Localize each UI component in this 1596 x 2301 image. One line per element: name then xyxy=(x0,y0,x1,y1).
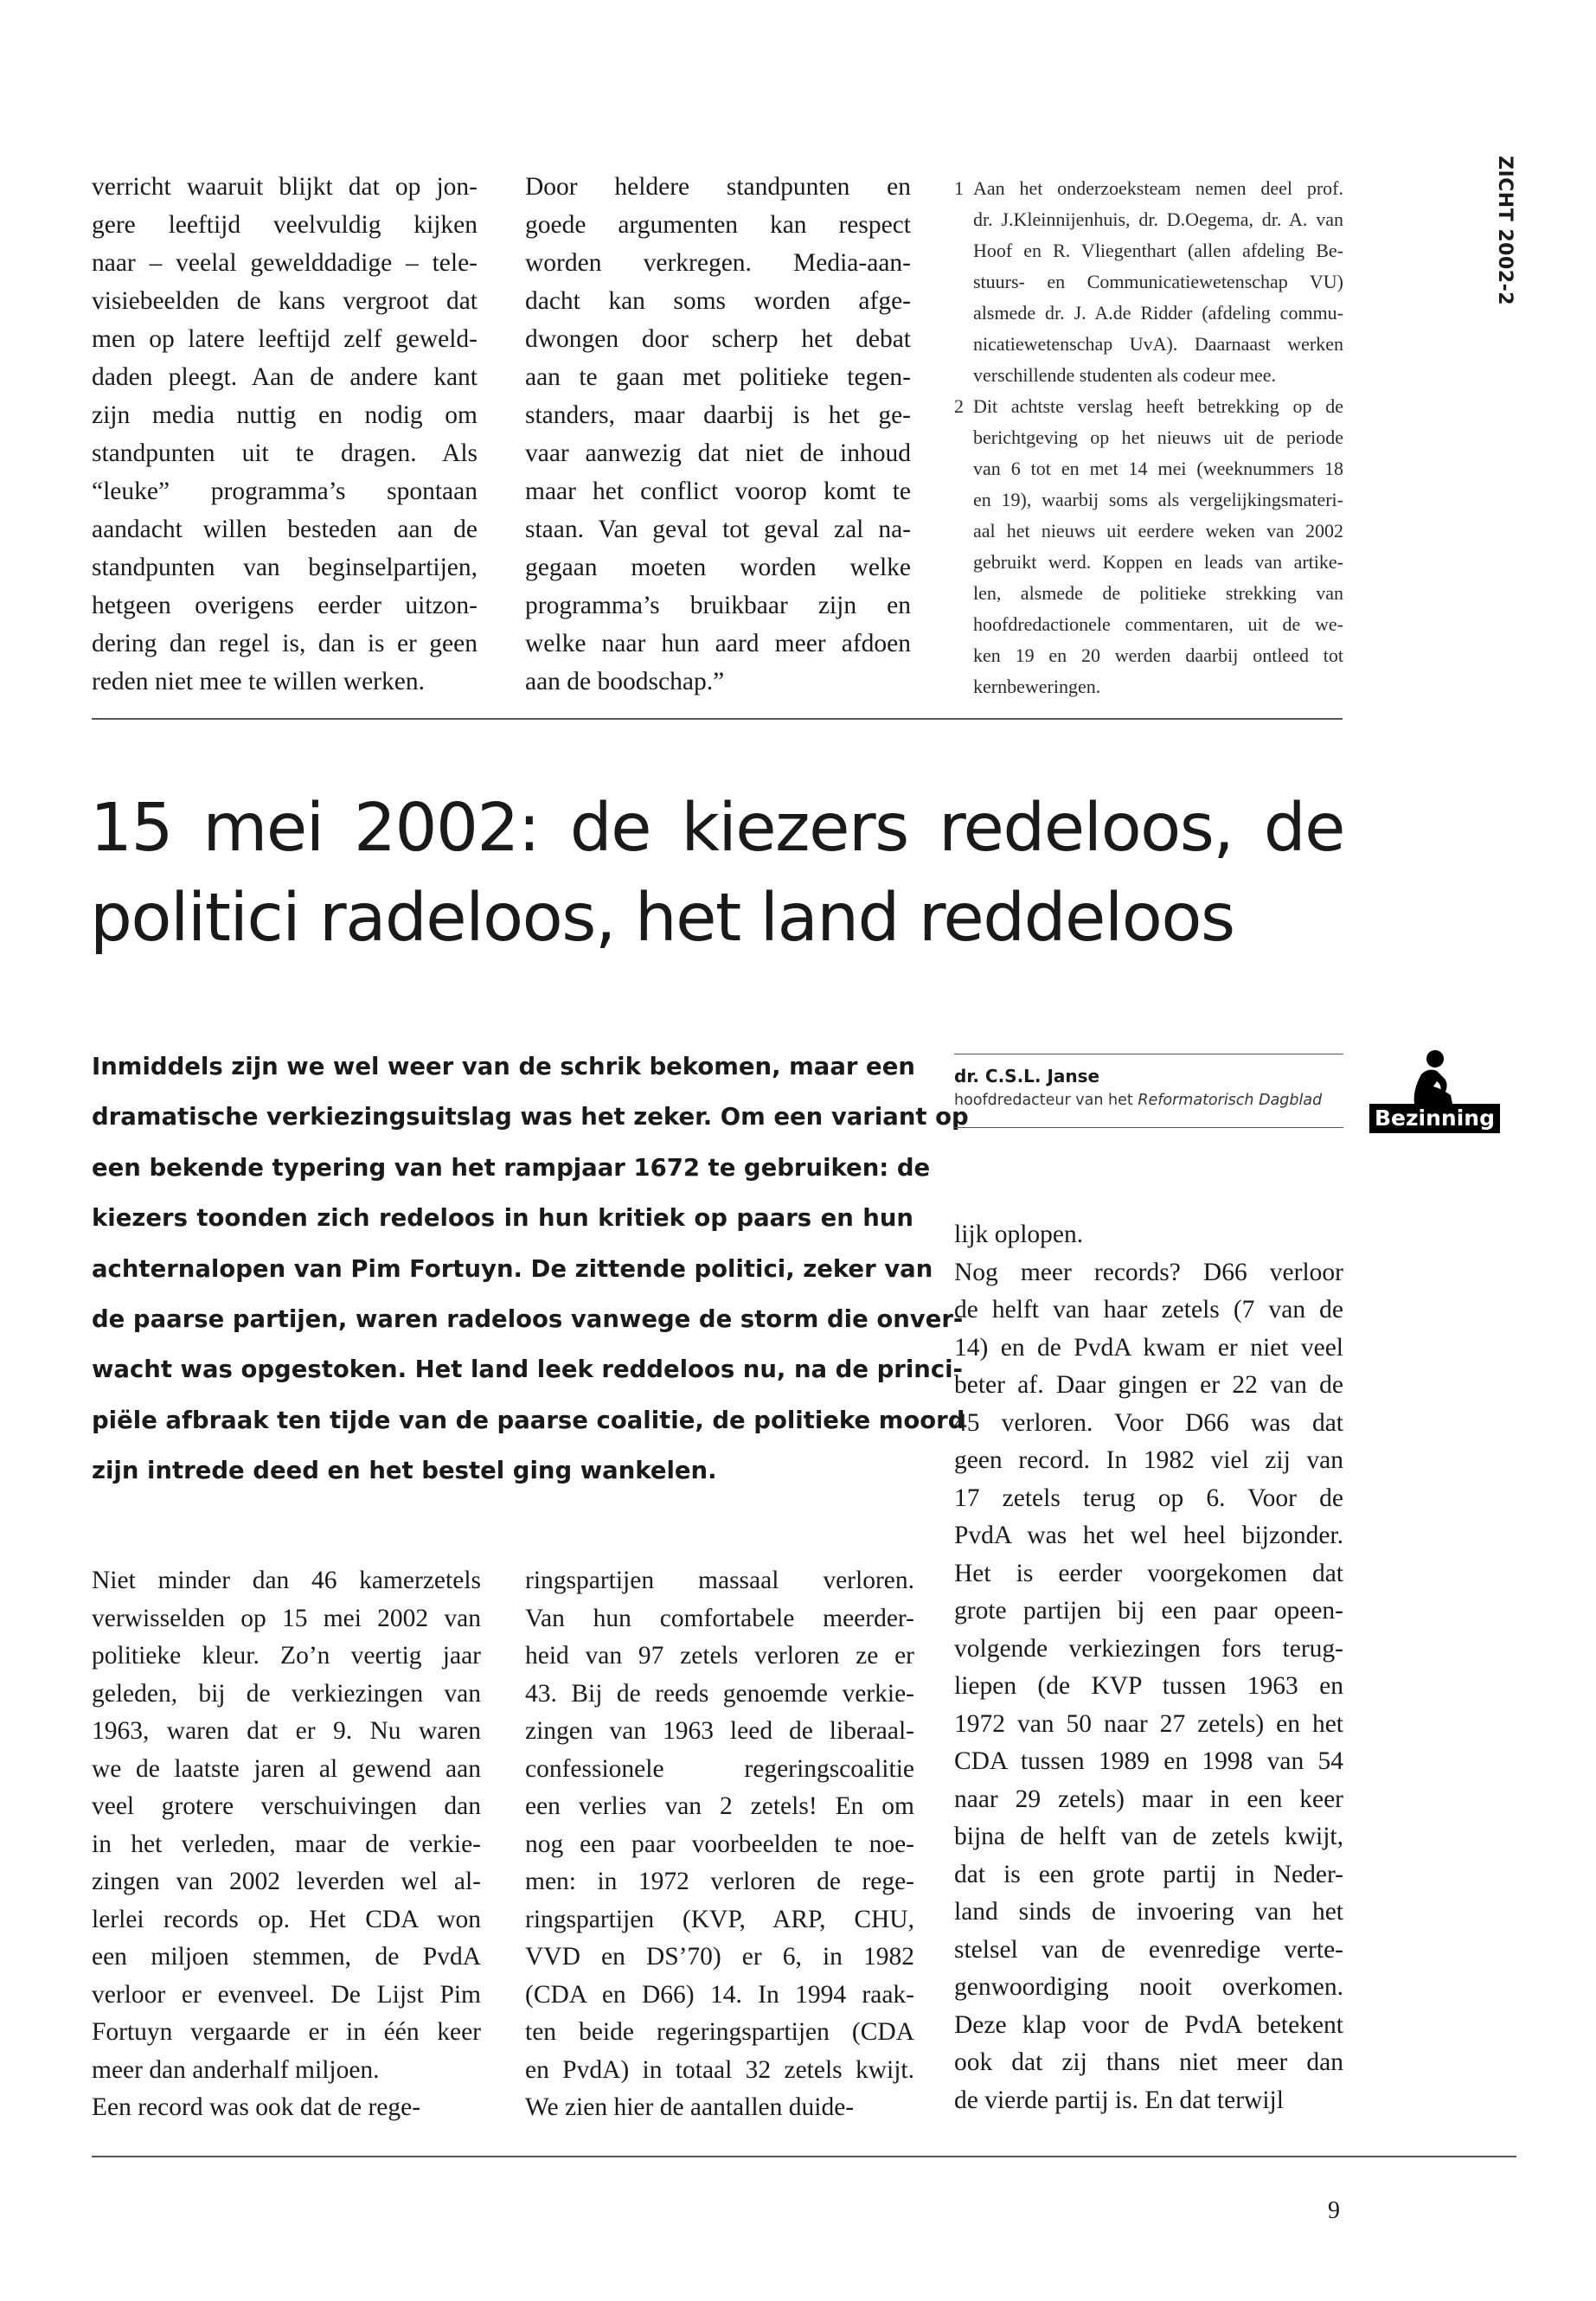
text-line: men: in 1972 verloren de rege- xyxy=(525,1868,914,1895)
text-line: lerlei records op. Het CDA won xyxy=(92,1905,481,1933)
text-line: de helft van haar zetels (7 van de xyxy=(954,1296,1343,1324)
text-line: Aan het onderzoeksteam nemen deel prof. xyxy=(973,177,1343,199)
text-line: staan. Van geval tot geval zal na- xyxy=(525,516,911,543)
text-line: verschillende studenten als codeur mee. xyxy=(973,364,1277,386)
text-line: een miljoen stemmen, de PvdA xyxy=(92,1943,481,1971)
text-line: confessionele regeringscoalitie xyxy=(525,1754,914,1783)
text-line: zingen van 2002 leverden wel al- xyxy=(92,1868,481,1895)
text-line: aan de boodschap.” xyxy=(525,668,725,695)
text-line: gebruikt werd. Koppen en leads van artike- xyxy=(973,551,1343,573)
text-line: reden niet mee te willen werken. xyxy=(92,668,425,695)
text-line: 17 zetels terug op 6. Voor de xyxy=(954,1484,1343,1512)
text-line: Dit achtste verslag heeft betrekking op de xyxy=(973,395,1343,417)
body-column-3 xyxy=(954,1216,1343,2119)
text-line: nog een paar voorbeelden te noe- xyxy=(525,1830,914,1858)
text-line: ten beide regeringspartijen (CDA xyxy=(525,2018,914,2046)
text-line: een verlies van 2 zetels! En om xyxy=(525,1792,914,1820)
footnotes xyxy=(954,173,1343,702)
text-line: dacht kan soms worden afge- xyxy=(525,287,911,315)
text-line: gegaan moeten worden welke xyxy=(525,554,911,581)
text-line: in het verleden, maar de verkie- xyxy=(92,1830,481,1858)
body-column-1 xyxy=(92,1562,481,2127)
text-line: dr. J.Kleinnijenhuis, dr. D.Oegema, dr. A. van xyxy=(973,208,1343,230)
body-column-2 xyxy=(525,1562,914,2127)
section-tag: Bezinning xyxy=(1369,1104,1500,1133)
text-line: van 6 tot en met 14 mei (weeknummers 18 xyxy=(973,458,1343,479)
text-line: hetgeen overigens eerder uitzon- xyxy=(92,592,478,619)
text-line: stuurs- en Communicatiewetenschap VU) xyxy=(973,271,1343,292)
text-line: lijk oplopen. xyxy=(954,1221,1084,1248)
thinker-icon xyxy=(1402,1048,1471,1106)
text-line: CDA tussen 1989 en 1998 van 54 xyxy=(954,1747,1343,1775)
text-line: nicatiewetenschap UvA). Daarnaast werken xyxy=(973,333,1343,355)
text-line: Een record was ook dat de rege- xyxy=(92,2093,421,2121)
text-line: hoofdredactionele commentaren, uit de we- xyxy=(973,613,1343,635)
text-line: kernbeweringen. xyxy=(973,676,1101,697)
text-line: meer dan anderhalf miljoen. xyxy=(92,2055,380,2084)
text-line: een bekende typering van het rampjaar 1672 te gebruiken: de xyxy=(92,1153,931,1182)
text-line: kiezers toonden zich redeloos in hun kritiek op paars en hun xyxy=(92,1204,913,1233)
text-line: “leuke” programma’s spontaan xyxy=(92,478,478,505)
author-role-prefix: hoofdredacteur van het xyxy=(954,1092,1138,1109)
text-line: dering dan regel is, dan is er geen xyxy=(92,630,478,657)
text-line: programma’s bruikbaar zijn en xyxy=(525,592,911,619)
author-role xyxy=(954,1092,1343,1109)
text-line: de vierde partij is. En dat terwijl xyxy=(954,2086,1284,2114)
author-block xyxy=(954,1066,1343,1109)
text-line: worden verkregen. Media-aan- xyxy=(525,249,911,277)
text-line: piële afbraak ten tijde van de paarse coalitie, de politieke moord xyxy=(92,1406,965,1434)
text-line: 14) en de PvdA kwam er niet veel xyxy=(954,1333,1343,1362)
text-line: geen record. In 1982 viel zij van xyxy=(954,1446,1343,1474)
text-line: ringspartijen (KVP, ARP, CHU, xyxy=(525,1905,914,1933)
text-line: Door heldere standpunten en xyxy=(525,173,911,201)
text-line: geleden, bij de verkiezingen van xyxy=(92,1679,481,1708)
text-line: verwisselden op 15 mei 2002 van xyxy=(92,1604,481,1632)
bottom-divider xyxy=(92,2156,1516,2157)
text-line: Van hun comfortabele meerder- xyxy=(525,1604,914,1632)
footnote-text xyxy=(973,173,1343,391)
article-lead xyxy=(92,1042,969,1497)
text-line: zijn media nuttig en nodig om xyxy=(92,401,478,429)
footnote-1 xyxy=(954,173,1343,391)
text-line: aan te gaan met politieke tegen- xyxy=(525,363,911,391)
text-line: naar – veelal gewelddadige – tele- xyxy=(92,249,478,277)
text-line: visiebeelden de kans vergroot dat xyxy=(92,287,478,315)
text-line: welke naar hun aard meer afdoen xyxy=(525,630,911,657)
footnote-number: 1 xyxy=(954,177,964,199)
text-line: Het is eerder voorgekomen dat xyxy=(954,1559,1343,1587)
text-line: gere leeftijd veelvuldig kijken xyxy=(92,211,478,239)
page-number: 9 xyxy=(1328,2197,1340,2224)
text-line: de paarse partijen, waren radeloos vanwege de storm die onver- xyxy=(92,1305,964,1334)
text-line: We zien hier de aantallen duide- xyxy=(525,2093,855,2121)
text-line: men op latere leeftijd zelf geweld- xyxy=(92,325,478,353)
text-line: en 19), waarbij soms als vergelijkingsmateri- xyxy=(973,489,1343,510)
text-line: wacht was opgestoken. Het land leek reddeloos nu, na de princi- xyxy=(92,1356,963,1384)
text-line: daden pleegt. Aan de andere kant xyxy=(92,363,478,391)
text-line: beter af. Daar gingen er 22 van de xyxy=(954,1371,1343,1399)
text-line: veel grotere verschuivingen dan xyxy=(92,1792,481,1820)
text-line: Hoof en R. Vliegenthart (allen afdeling Be- xyxy=(973,240,1343,261)
top-column-2 xyxy=(525,168,911,701)
text-line: standers, maar daarbij is het ge- xyxy=(525,401,911,429)
text-line: dat is een grote partij in Neder- xyxy=(954,1860,1343,1888)
text-line: ringspartijen massaal verloren. xyxy=(525,1567,914,1594)
text-line: aal het nieuws uit eerdere weken van 2002 xyxy=(973,520,1343,542)
text-line: Fortuyn vergaarde er in één keer xyxy=(92,2018,481,2046)
text-line: 1963, waren dat er 9. Nu waren xyxy=(92,1717,481,1745)
text-line: achternalopen van Pim Fortuyn. De zittende politici, zeker van xyxy=(92,1254,933,1283)
text-line: stelsel van de evenredige verte- xyxy=(954,1935,1343,1964)
text-line: maar het conflict voorop komt te xyxy=(525,478,911,505)
text-line: dramatische verkiezingsuitslag was het zeker. Om een variant op xyxy=(92,1103,969,1131)
author-bottom-rule xyxy=(954,1127,1343,1128)
text-line: 45 verloren. Voor D66 was dat xyxy=(954,1408,1343,1437)
article-headline xyxy=(90,784,1344,964)
text-line: standpunten uit te dragen. Als xyxy=(92,439,478,467)
text-line: zingen van 1963 leed de liberaal- xyxy=(525,1717,914,1745)
text-line: land sinds de invoering van het xyxy=(954,1898,1343,1926)
text-line: grote partijen bij een paar opeen- xyxy=(954,1597,1343,1625)
journal-side-label: ZICHT 2002-2 xyxy=(1494,156,1516,306)
text-line: zijn intrede deed en het bestel ging wankelen. xyxy=(92,1457,717,1485)
text-line: naar 29 zetels) maar in een keer xyxy=(954,1785,1343,1813)
section-marker xyxy=(1369,1048,1516,1131)
text-line: ken 19 en 20 werden daarbij ontleed tot xyxy=(973,644,1343,666)
text-line: bijna de helft van de zetels kwijt, xyxy=(954,1823,1343,1850)
text-line: alsmede dr. J. A.de Ridder (afdeling commu- xyxy=(973,302,1343,324)
footnote-number: 2 xyxy=(954,395,964,417)
text-line: we de laatste jaren al gewend aan xyxy=(92,1754,481,1783)
text-line: ook dat zij thans niet meer dan xyxy=(954,2048,1343,2076)
text-line: standpunten van beginselpartijen, xyxy=(92,554,478,581)
text-line: berichtgeving op het nieuws uit de periode xyxy=(973,426,1343,448)
footnote-2 xyxy=(954,391,1343,702)
text-line: Deze klap voor de PvdA betekent xyxy=(954,2010,1343,2039)
text-line: politieke kleur. Zo’n veertig jaar xyxy=(92,1642,481,1670)
text-line: PvdA was het wel heel bijzonder. xyxy=(954,1522,1343,1549)
text-line: goede argumenten kan respect xyxy=(525,211,911,239)
text-line: 15 mei 2002: de kiezers redeloos, de xyxy=(90,790,1344,867)
author-name: dr. C.S.L. Janse xyxy=(954,1066,1100,1086)
text-line: len, alsmede de politieke strekking van xyxy=(973,582,1343,604)
text-line: (CDA en D66) 14. In 1994 raak- xyxy=(525,1980,914,2009)
text-line: vaar aanwezig dat niet de inhoud xyxy=(525,439,911,467)
top-column-1 xyxy=(92,168,478,701)
text-line: Inmiddels zijn we wel weer van de schrik bekomen, maar een xyxy=(92,1053,915,1080)
text-line: Niet minder dan 46 kamerzetels xyxy=(92,1567,481,1594)
text-line: dwongen door scherp het debat xyxy=(525,325,911,353)
author-publication: Reformatorisch Dagblad xyxy=(1138,1092,1323,1109)
text-line: politici radeloos, het land reddeloos xyxy=(90,880,1234,957)
text-line: heid van 97 zetels verloren ze er xyxy=(525,1642,914,1670)
text-line: aandacht willen besteden aan de xyxy=(92,516,478,543)
text-line: verricht waaruit blijkt dat op jon- xyxy=(92,173,478,201)
top-divider xyxy=(92,718,1343,720)
text-line: verloor er evenveel. De Lijst Pim xyxy=(92,1980,481,2009)
text-line: volgende verkiezingen fors terug- xyxy=(954,1634,1343,1663)
text-line: genwoordiging nooit overkomen. xyxy=(954,1973,1343,2001)
text-line: liepen (de KVP tussen 1963 en xyxy=(954,1672,1343,1700)
footnote-text xyxy=(973,391,1343,702)
text-line: en PvdA) in totaal 32 zetels kwijt. xyxy=(525,2055,914,2084)
text-line: VVD en DS’70) er 6, in 1982 xyxy=(525,1943,914,1971)
text-line: 43. Bij de reeds genoemde verkie- xyxy=(525,1679,914,1708)
text-line: 1972 van 50 naar 27 zetels) en het xyxy=(954,1709,1343,1738)
text-line: Nog meer records? D66 verloor xyxy=(954,1258,1343,1286)
